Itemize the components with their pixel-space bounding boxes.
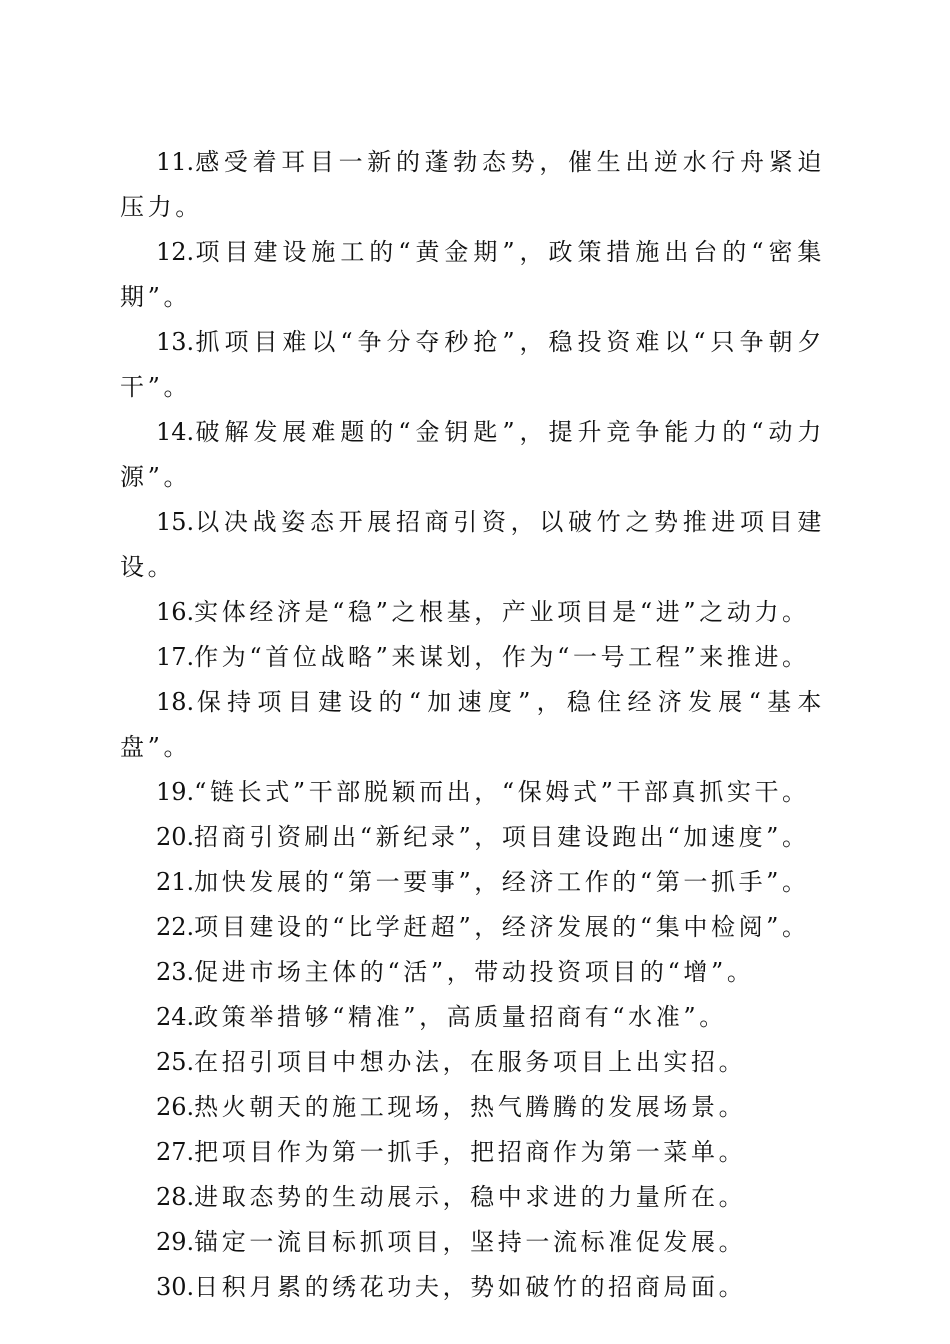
item-text: 抓项目难以“争分夺秒抢”，稳投资难以“只争朝夕干”。 <box>120 328 825 401</box>
list-item <box>120 680 825 770</box>
item-text: 项目建设的“比学赶超”，经济发展的“集中检阅”。 <box>194 913 810 941</box>
item-number: 22. <box>156 913 195 941</box>
item-text: 项目建设施工的“黄金期”，政策措施出台的“密集期”。 <box>120 238 825 311</box>
item-text: 破解发展难题的“金钥匙”，提升竞争能力的“动力源”。 <box>120 418 825 491</box>
item-text: 保持项目建设的“加速度”，稳住经济发展“基本盘”。 <box>120 688 825 761</box>
item-number: 18. <box>156 688 195 716</box>
item-number: 12. <box>156 238 195 266</box>
list-item <box>120 1220 825 1265</box>
list-item <box>120 770 825 815</box>
item-number: 11. <box>156 148 195 176</box>
list-item <box>120 860 825 905</box>
list-item <box>120 500 825 590</box>
list-item <box>120 230 825 320</box>
item-text: 促进市场主体的“活”，带动投资项目的“增”。 <box>194 958 755 986</box>
item-number: 14. <box>156 418 195 446</box>
list-item <box>120 635 825 680</box>
list-item <box>120 1175 825 1220</box>
item-text: 进取态势的生动展示，稳中求进的力量所在。 <box>194 1183 747 1211</box>
list-item <box>120 815 825 860</box>
item-number: 16. <box>156 598 195 626</box>
item-number: 19. <box>156 778 195 806</box>
list-item <box>120 1130 825 1175</box>
item-number: 17. <box>156 643 195 671</box>
list-item <box>120 995 825 1040</box>
item-number: 21. <box>156 868 195 896</box>
item-text: 日积月累的绣花功夫，势如破竹的招商局面。 <box>194 1273 747 1301</box>
list-item <box>120 320 825 410</box>
list-item <box>120 905 825 950</box>
item-text: 作为“首位战略”来谋划，作为“一号工程”来推进。 <box>194 643 810 671</box>
item-text: 热火朝天的施工现场，热气腾腾的发展场景。 <box>194 1093 747 1121</box>
item-number: 29. <box>156 1228 195 1256</box>
list-item <box>120 1040 825 1085</box>
list-item <box>120 1085 825 1130</box>
item-number: 24. <box>156 1003 195 1031</box>
item-text: 政策举措够“精准”，高质量招商有“水准”。 <box>194 1003 727 1031</box>
item-number: 28. <box>156 1183 195 1211</box>
item-text: 以决战姿态开展招商引资，以破竹之势推进项目建设。 <box>120 508 825 581</box>
item-number: 30. <box>156 1273 195 1301</box>
list-item <box>120 590 825 635</box>
item-text: 实体经济是“稳”之根基，产业项目是“进”之动力。 <box>194 598 810 626</box>
list-item <box>120 1265 825 1310</box>
item-number: 20. <box>156 823 195 851</box>
list-item <box>120 410 825 500</box>
list-item <box>120 950 825 995</box>
list-item <box>120 140 825 230</box>
item-number: 13. <box>156 328 195 356</box>
item-number: 15. <box>156 508 195 536</box>
item-text: 加快发展的“第一要事”，经济工作的“第一抓手”。 <box>194 868 810 896</box>
item-number: 23. <box>156 958 195 986</box>
phrase-list <box>120 140 825 1310</box>
item-number: 27. <box>156 1138 195 1166</box>
item-text: 感受着耳目一新的蓬勃态势，催生出逆水行舟紧迫压力。 <box>120 148 825 221</box>
item-text: 招商引资刷出“新纪录”，项目建设跑出“加速度”。 <box>194 823 810 851</box>
item-number: 25. <box>156 1048 195 1076</box>
item-text: 在招引项目中想办法，在服务项目上出实招。 <box>194 1048 747 1076</box>
item-text: “链长式”干部脱颖而出，“保姆式”干部真抓实干。 <box>194 778 810 806</box>
item-number: 26. <box>156 1093 195 1121</box>
item-text: 把项目作为第一抓手，把招商作为第一菜单。 <box>194 1138 747 1166</box>
item-text: 锚定一流目标抓项目，坚持一流标准促发展。 <box>194 1228 747 1256</box>
